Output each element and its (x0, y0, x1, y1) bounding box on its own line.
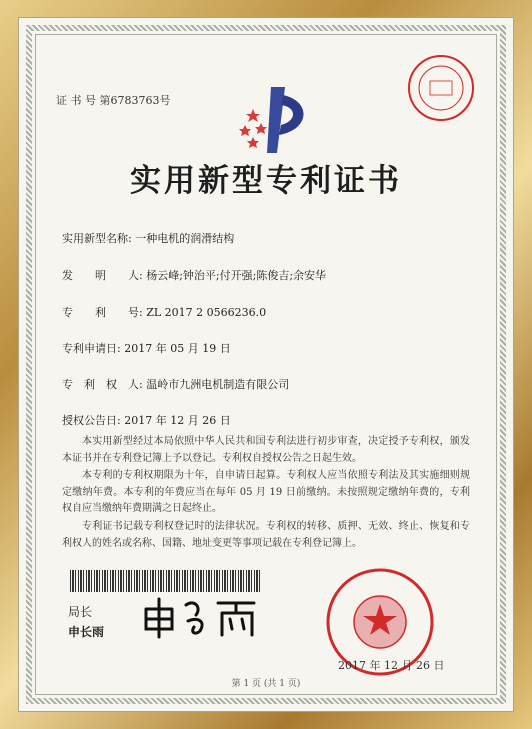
patent-office-emblem-icon (223, 77, 318, 162)
field-value: 一种电机的润滑结构 (135, 232, 235, 245)
paragraph-record: 专利证书记载专利权登记时的法律状况。专利权的转移、质押、无效、终止、恢复和专利权人的姓名或名称、国籍、地址变更等事项记载在专利登记簿上。 (62, 521, 470, 549)
signatory-name: 申长雨 (68, 625, 105, 639)
field-value: 温岭市九洲电机制造有限公司 (146, 378, 290, 391)
paragraph-grant: 本实用新型经过本局依照中华人民共和国专利法进行初步审查，决定授予专利权，颁发本证书并在专利登记簿上予以登记。专利权自授权公告之日起生效。 (62, 436, 470, 464)
field-label: 发 明 人: (62, 269, 143, 282)
barcode (70, 570, 260, 592)
field-patent-number (62, 304, 266, 320)
field-label: 专 利 权 人: (62, 378, 143, 391)
field-utility-model-name (62, 230, 234, 246)
corner-stamp-icon (408, 55, 474, 121)
field-value: ZL 2017 2 0566236.0 (146, 306, 267, 319)
certificate-title: 实用新型专利证书 (130, 163, 402, 199)
certificate-paper (18, 17, 514, 712)
field-label: 实用新型名称: (62, 232, 132, 245)
field-patentee (62, 376, 289, 392)
field-grant-date (62, 412, 231, 428)
field-label: 授权公告日: (62, 414, 121, 427)
handwritten-signature (138, 591, 268, 641)
field-label: 专 利 号: (62, 306, 143, 319)
field-value: 2017 年 12 月 26 日 (124, 414, 231, 427)
field-inventors (62, 267, 326, 283)
seal-date: 2017 年 12 月 26 日 (338, 659, 445, 672)
field-value: 杨云峰;钟治平;付开强;陈俊吉;余安华 (146, 269, 327, 282)
field-value: 2017 年 05 月 19 日 (124, 342, 231, 355)
page-number: 第 1 页 (共 1 页) (231, 679, 301, 689)
field-label: 专利申请日: (62, 342, 121, 355)
paragraph-term: 本专利的专利权期限为十年，自申请日起算。专利权人应当依照专利法及其实施细则规定缴纳年费。本专利的年费应当在每年 05 月 19 日前缴纳。未按照规定缴纳年费的，专利权自应当缴纳年费期满之日起终止。 (62, 470, 470, 514)
certificate-number: 证 书 号 第6783763号 (56, 94, 171, 107)
signatory-title: 局长 (68, 605, 93, 619)
field-application-date (62, 340, 231, 356)
